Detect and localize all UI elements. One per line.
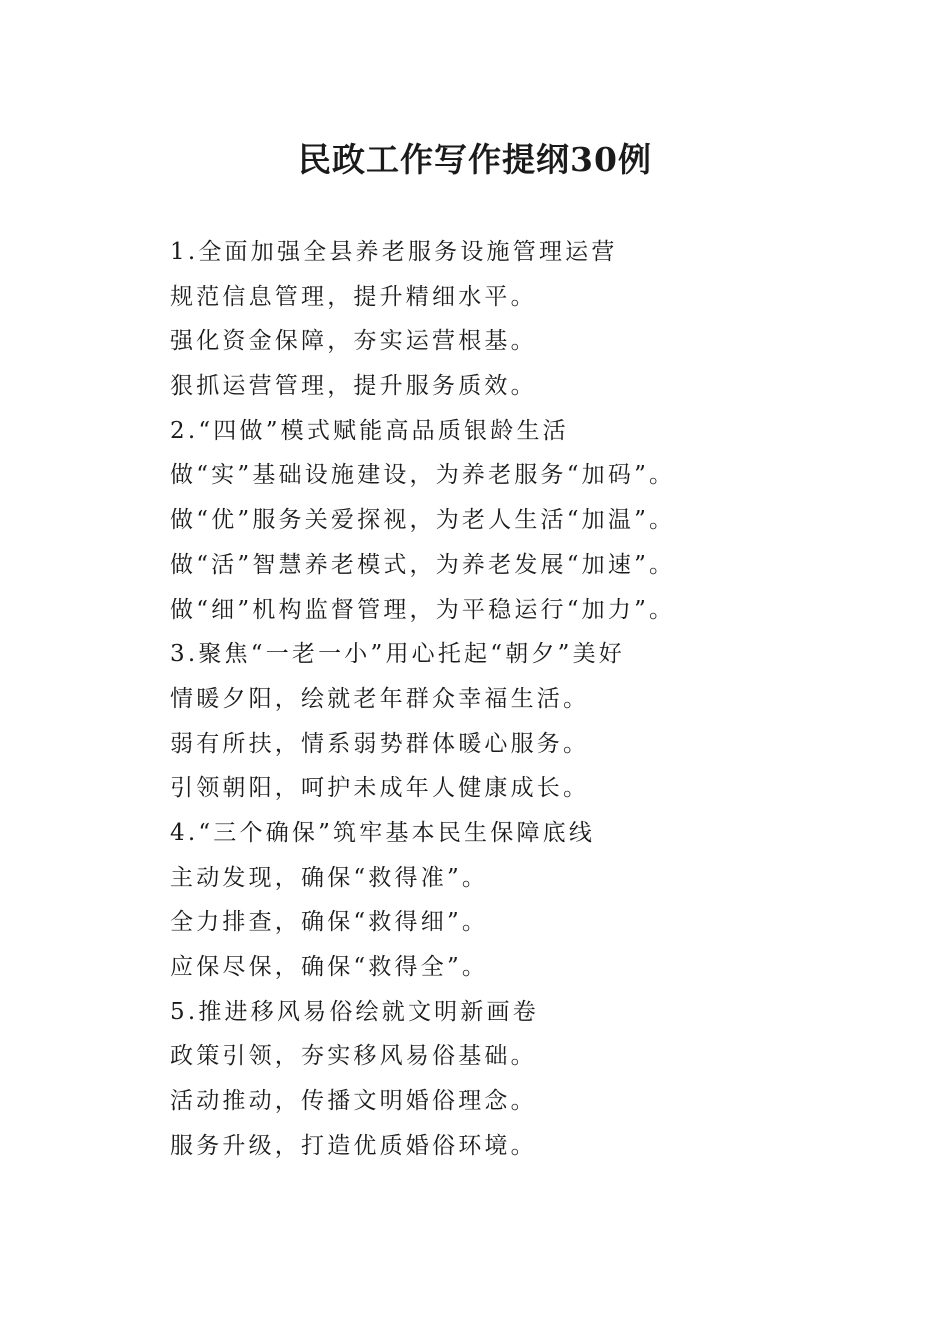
heading-5: 5.推进移风易俗绘就文明新画卷 bbox=[170, 998, 539, 1025]
body-line: 做“优”服务关爱探视，为老人生活“加温”。 bbox=[170, 507, 676, 534]
heading-3: 3.聚焦“一老一小”用心托起“朝夕”美好 bbox=[170, 641, 625, 668]
body-line: 主动发现，确保“救得准”。 bbox=[170, 864, 489, 891]
heading-2: 2.“四做”模式赋能高品质银龄生活 bbox=[170, 417, 569, 444]
body-line: 应保尽保，确保“救得全”。 bbox=[170, 954, 489, 980]
body-line: 做“活”智慧养老模式，为养老发展“加速”。 bbox=[170, 551, 676, 578]
body-line: 服务升级，打造优质婚俗环境。 bbox=[170, 1132, 537, 1159]
heading-4: 4.“三个确保”筑牢基本民生保障底线 bbox=[170, 819, 596, 846]
body-line: 引领朝阳，呵护未成年人健康成长。 bbox=[170, 775, 590, 802]
body-line: 全力排查，确保“救得细”。 bbox=[170, 909, 489, 936]
body-line: 做“实”基础设施建设，为养老服务“加码”。 bbox=[170, 462, 676, 489]
body-line: 规范信息管理，提升精细水平。 bbox=[170, 283, 537, 310]
body-line: 强化资金保障，夯实运营根基。 bbox=[170, 328, 537, 355]
body-line: 弱有所扶，情系弱势群体暖心服务。 bbox=[170, 730, 590, 757]
body-line: 政策引领，夯实移风易俗基础。 bbox=[170, 1043, 537, 1070]
document-title: 民政工作写作提纲30例 bbox=[298, 140, 652, 179]
document-body bbox=[170, 230, 890, 1168]
body-line: 情暖夕阳，绘就老年群众幸福生活。 bbox=[170, 685, 590, 712]
body-line: 狠抓运营管理，提升服务质效。 bbox=[170, 373, 537, 400]
heading-1: 1.全面加强全县养老服务设施管理运营 bbox=[170, 239, 618, 265]
body-line: 做“细”机构监督管理，为平稳运行“加力”。 bbox=[170, 596, 676, 623]
body-line: 活动推动，传播文明婚俗理念。 bbox=[170, 1088, 537, 1115]
